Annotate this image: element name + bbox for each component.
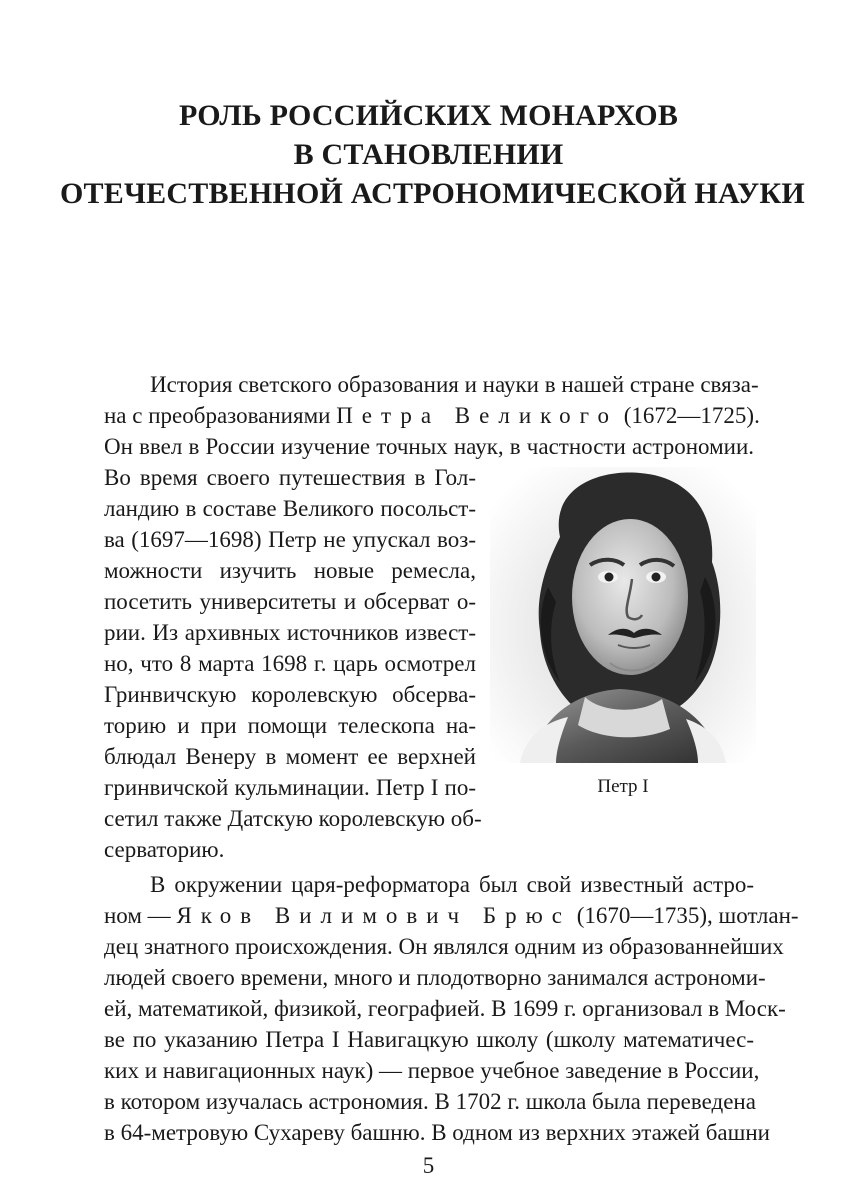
spaced-name-bruce: Яков Вилимович Брюс [176,903,571,928]
paragraph-1-line: Гринвичскую королевскую обсерва- [104,682,476,707]
paragraph-1-line: посетить университеты и обсерват о- [104,589,476,614]
page-number: 5 [422,1153,435,1178]
paragraph-1-line: Он ввел в России изучение точных наук, в частности астрономии. [104,434,754,459]
title-line-1: РОЛЬ РОССИЙСКИХ МОНАРХОВ [178,99,679,132]
paragraph-2-line: ей, математикой, физикой, географией. В 1699 г. организовал в Моск- [104,996,786,1021]
paragraph-1-line: на с преобразованиями Петра Великого (1672—1725). [104,403,760,428]
paragraph-1-line: но, что 8 марта 1698 г. царь осмотрел [104,651,476,676]
title-line-3: ОТЕЧЕСТВЕННОЙ АСТРОНОМИЧЕСКОЙ НАУКИ [60,177,805,210]
paragraph-2-line: людей своего времени, много и плодотворно занимался астрономи- [104,965,766,990]
paragraph-2-line: ном — Яков Вилимович Брюс (1670—1735), шотлан- [104,903,799,928]
paragraph-1-line: можности изучить новые ремесла, [104,558,476,583]
paragraph-1-line: сетил также Датскую королевскую об- [104,806,482,831]
paragraph-2-line: дец знатного происхождения. Он являлся одним из образованнейших [104,934,784,959]
paragraph-1-line: ва (1697—1698) Петр не упускал воз- [104,527,476,552]
figure-caption: Петр I [597,776,649,797]
paragraph-1-line: блюдал Венеру в момент ее верхней [104,744,476,769]
paragraph-1-line: Во время своего путешествия в Гол- [104,465,476,490]
portrait-engraving-icon [490,467,756,763]
paragraph-2-line: в 64-метровую Сухареву башню. В одном из верхних этажей башни [104,1120,770,1145]
paragraph-1-line: серваторию. [104,837,225,862]
paragraph-2-line: В окружении царя-реформатора был свой известный астро- [150,872,754,897]
paragraph-1-line: гринвичской кульминации. Петр I по- [104,775,476,800]
paragraph-1-line: торию и при помощи телескопа на- [104,713,476,738]
paragraph-1-line: История светского образования и науки в нашей стране связа- [150,372,759,397]
chapter-title [60,96,805,213]
paragraph-1-line: ландию в составе Великого посольст- [104,496,476,521]
spaced-name-peter: Петра Великого [336,403,618,428]
paragraph-2-line: ких и навигационных наук) — первое учебное заведение в России, [104,1058,760,1083]
portrait-peter-i [490,467,756,763]
paragraph-2-line: в котором изучалась астрономия. В 1702 г. школа была переведена [104,1089,756,1114]
paragraph-2-line: ве по указанию Петра I Навигацкую школу (школу математичес- [104,1027,754,1052]
title-line-2: В СТАНОВЛЕНИИ [293,138,564,171]
paragraph-1-line: рии. Из архивных источников извест- [104,620,476,645]
